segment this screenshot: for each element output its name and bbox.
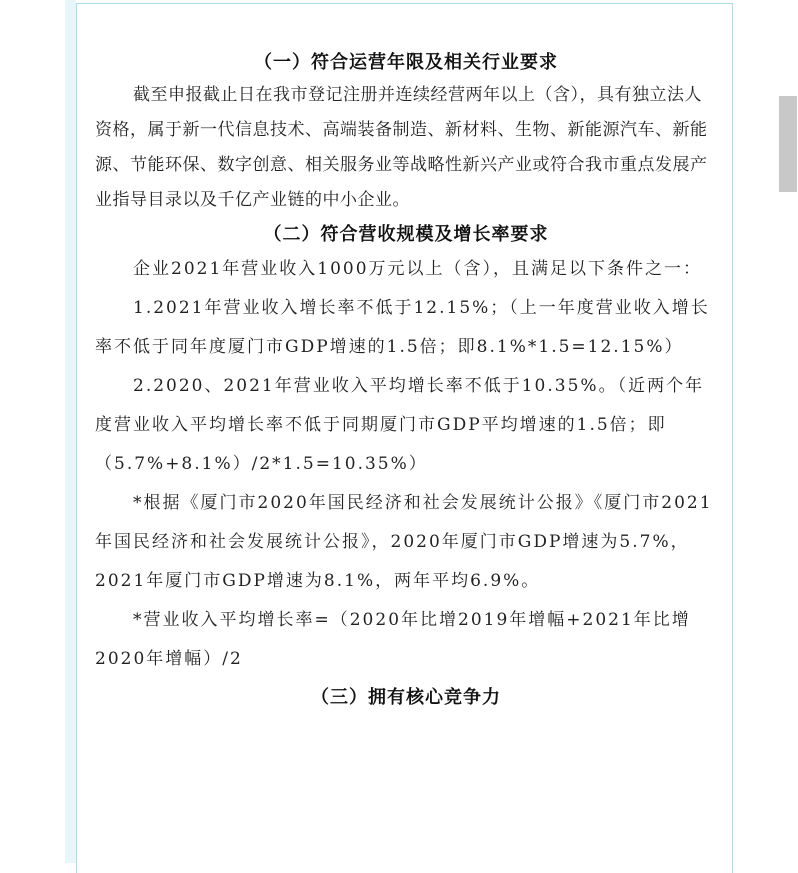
section-2-item-1: 1.2021年营业收入增长率不低于12.15%；（上一年度营业收入增长率不低于同年度厦门市GDP增速的1.5倍；即8.1%*1.5=12.15%） [95,298,710,357]
section-1-heading: （一）符合运营年限及相关行业要求 [254,52,558,73]
scrollbar-thumb[interactable] [779,96,797,192]
section-3-heading: （三）拥有核心竞争力 [311,687,501,708]
document-content [95,48,717,713]
section-2-note-1: *根据《厦门市2020年国民经济和社会发展统计公报》《厦门市2021年国民经济和社会发展统计公报》，2020年厦门市GDP增速为5.7%，2021年厦门市GDP增速为8.1%，两年平均6.9%。 [95,493,713,591]
left-margin-band [65,0,76,863]
section-1-paragraph: 截至申报截止日在我市登记注册并连续经营两年以上（含），具有独立法人资格，属于新一代信息技术、高端装备制造、新材料、生物、新能源汽车、新能源、节能环保、数字创意、相关服务业等战略性新兴产业或符合我市重点发展产业指导目录以及千亿产业链的中小企业。 [95,85,708,210]
section-2-note-2: *营业收入平均增长率=（2020年比增2019年增幅+2021年比增2020年增幅）/2 [95,610,691,669]
section-2-heading: （二）符合营收规模及增长率要求 [263,224,549,245]
section-2-item-2: 2.2020、2021年营业收入平均增长率不低于10.35%。（近两个年度营业收入平均增长率不低于同期厦门市GDP平均增速的1.5倍；即（5.7%+8.1%）/2*1.5=10.35%） [95,376,705,474]
section-2-intro: 企业2021年营业收入1000万元以上（含），且满足以下条件之一： [133,259,703,279]
